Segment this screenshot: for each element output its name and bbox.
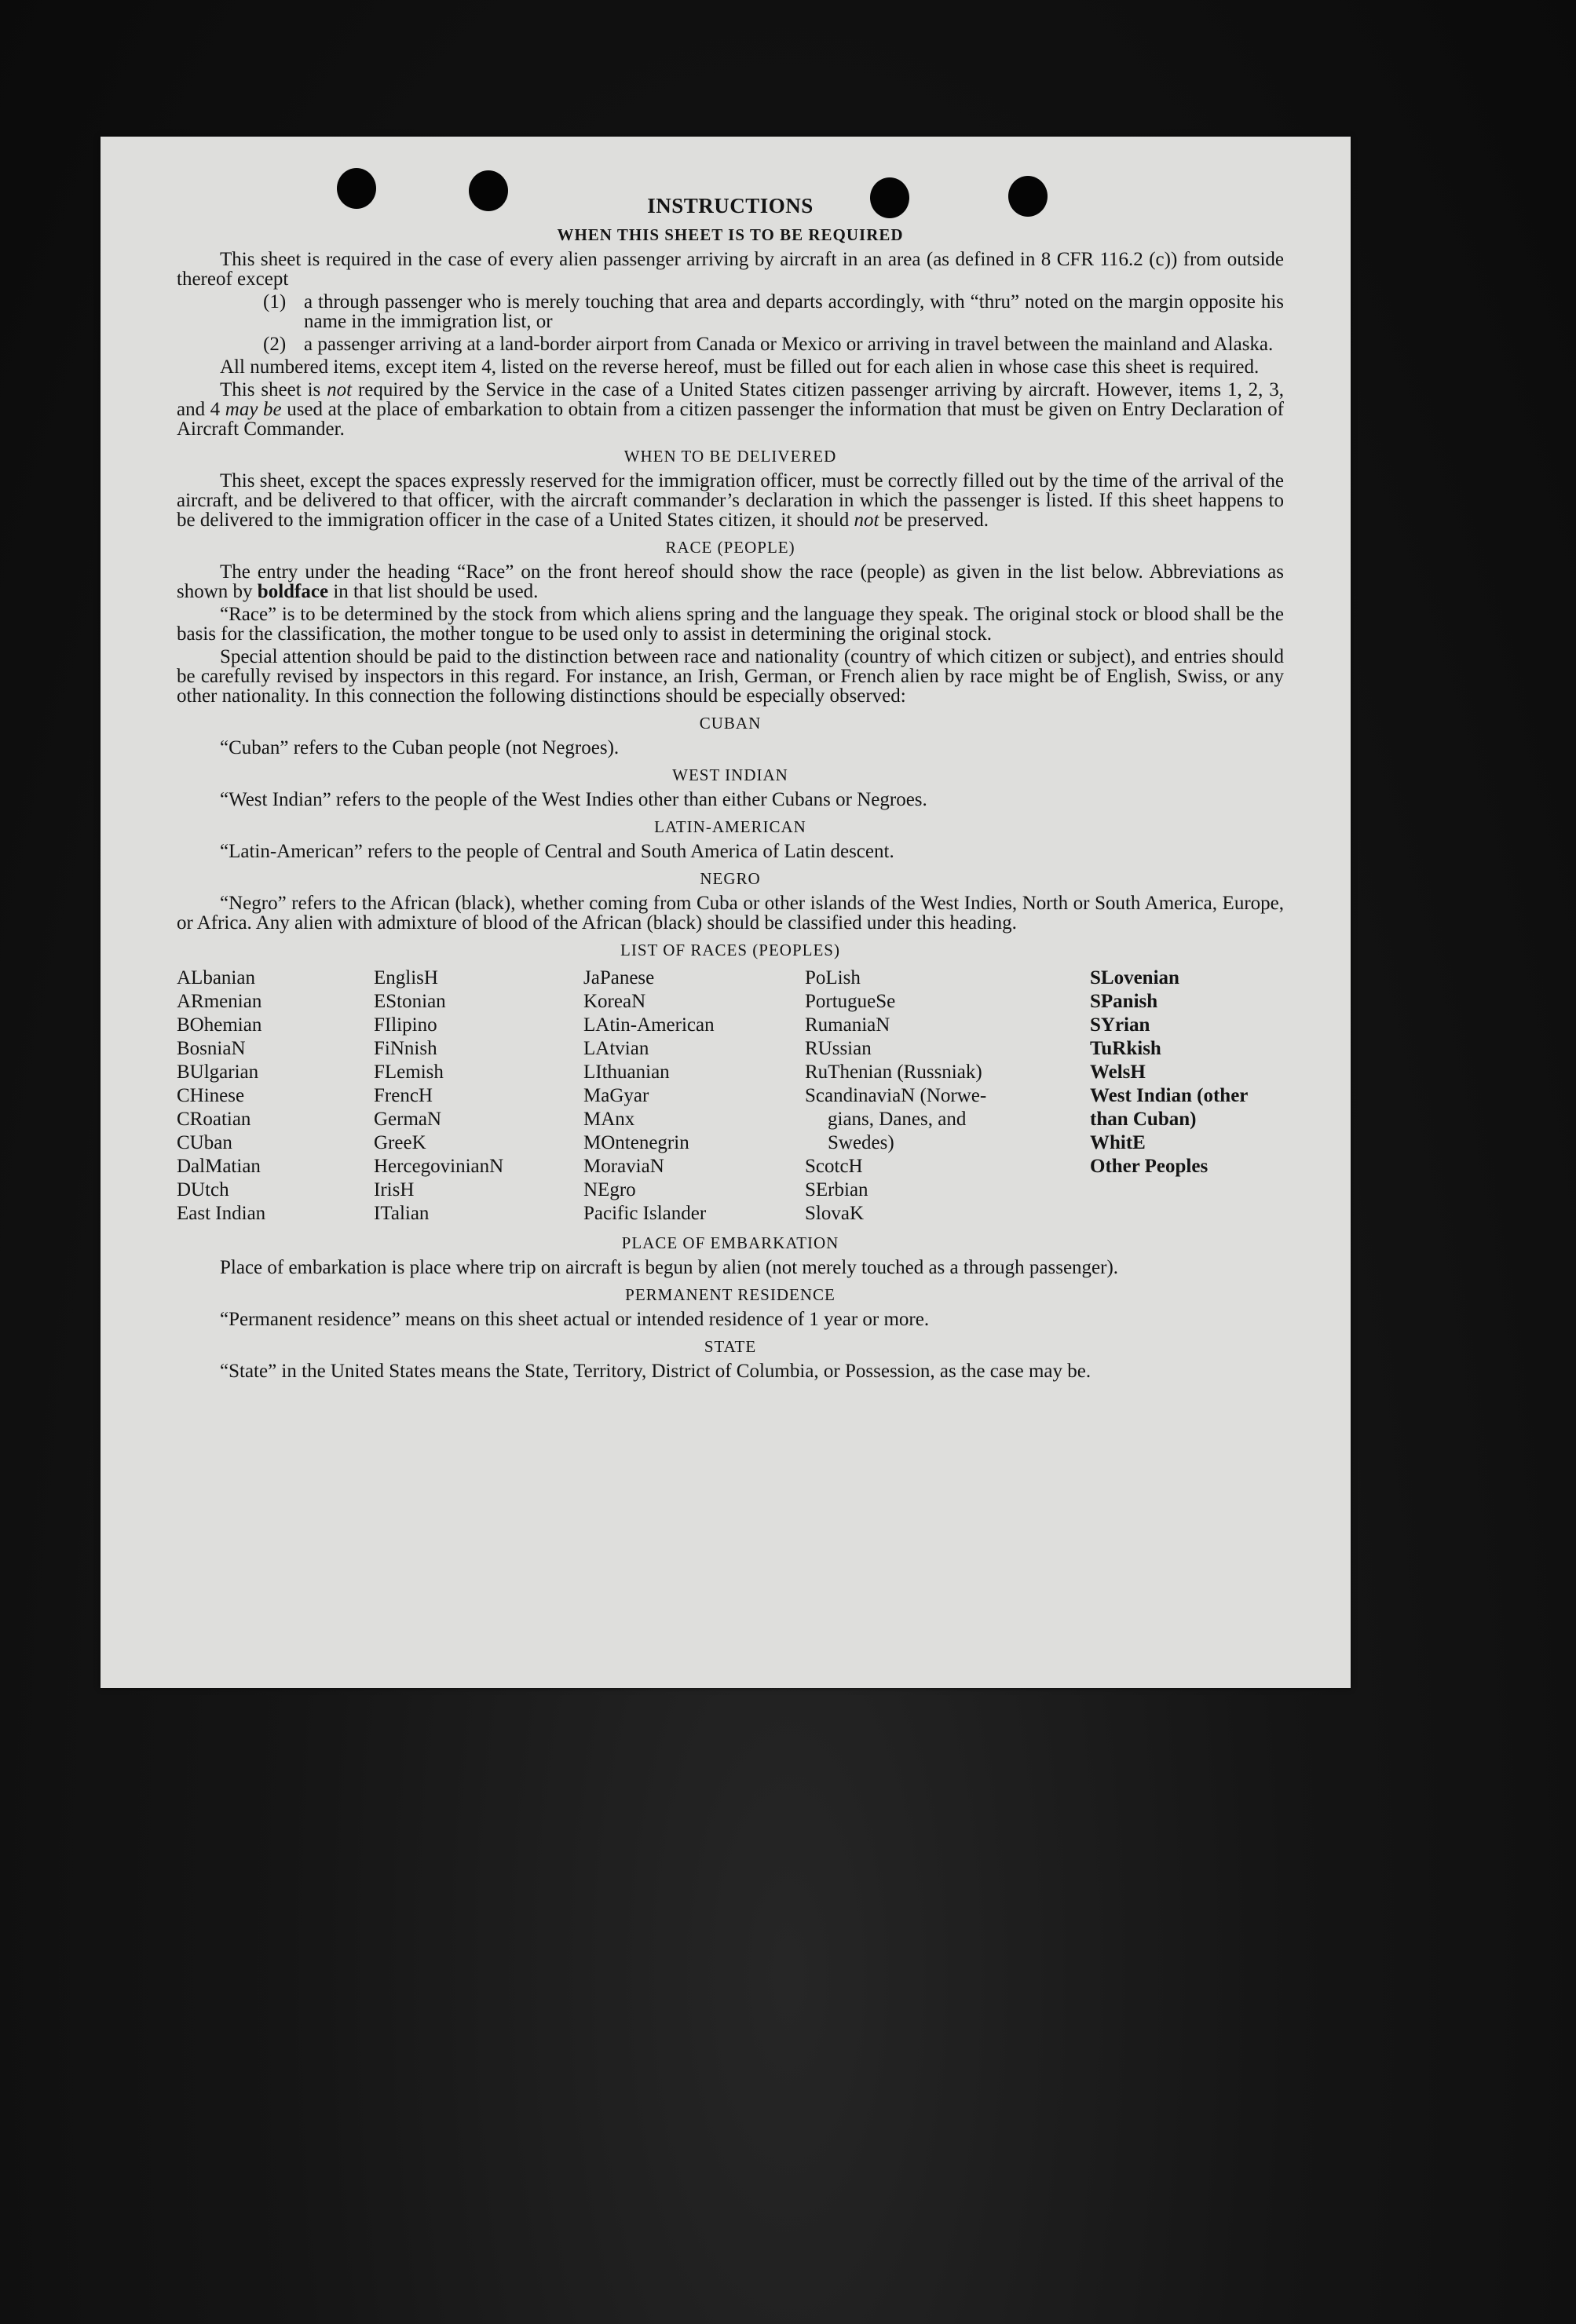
section-heading-when-required: WHEN THIS SHEET IS TO BE REQUIRED [557, 225, 904, 244]
document-body [177, 190, 1284, 1384]
race-entry: RUssian [805, 1038, 872, 1059]
list-item [177, 334, 1284, 354]
race-entry: Pacific Islander [583, 1203, 707, 1224]
paragraph: Special attention should be paid to the distinction between race and nationality (country of which citizen or subject), and entries should be carefully revised by inspectors in this regard. For instance, an Irish, German, or French alien by race might be of English, Swiss, or any other nationality. In this connection the following distinctions should be especially observed: [177, 646, 1284, 707]
paragraph: This sheet is required in the case of every alien passenger arriving by aircraft in an area (as defined in 8 CFR 116.2 (c)) from outside thereof except [177, 249, 1284, 290]
race-entry: Other Peoples [1090, 1156, 1209, 1177]
race-entry: FrencH [374, 1085, 433, 1106]
race-entry: HercegovinianN [374, 1156, 504, 1177]
race-entry: MoraviaN [583, 1156, 664, 1177]
race-entry: TuRkish [1090, 1038, 1161, 1059]
text-run: be preserved. [879, 510, 989, 531]
race-entry: RumaniaN [805, 1014, 890, 1036]
section-heading-residence: PERMANENT RESIDENCE [625, 1285, 836, 1304]
item-text: a passenger arriving at a land-border airport from Canada or Mexico or arriving in travel between the mainland and Alaska. [304, 334, 1274, 355]
item-text: a through passenger who is merely touching that area and departs accordingly, with “thru” noted on the margin opposite his name in the immigration list, or [304, 291, 1284, 332]
paragraph: “Race” is to be determined by the stock from which aliens spring and the language they speak. The original stock or blood shall be the basis for the classification, the mother tongue to be used only to assist in determining the original stock. [177, 604, 1284, 645]
races-column-3 [583, 967, 805, 1226]
list-item [177, 292, 1284, 331]
paragraph: “Latin-American” refers to the people of Central and South America of Latin descent. [220, 841, 894, 862]
race-entry: FLemish [374, 1062, 444, 1083]
paragraph: “Cuban” refers to the Cuban people (not Negroes). [220, 737, 620, 758]
race-entry: GermaN [374, 1109, 442, 1130]
section-heading-embarkation: PLACE OF EMBARKATION [621, 1233, 839, 1252]
paragraph [177, 562, 1284, 601]
race-entry: CUban [177, 1132, 232, 1153]
section-heading-cuban: CUBAN [699, 714, 762, 733]
race-entry: FIlipino [374, 1014, 437, 1036]
race-entry: RuThenian (Russniak) [805, 1062, 982, 1083]
race-entry: WhitE [1090, 1132, 1146, 1153]
paragraph: “State” in the United States means the State, Territory, District of Columbia, or Possession, as the case may be. [220, 1361, 1091, 1382]
races-column-5 [1090, 967, 1284, 1226]
race-entry: ITalian [374, 1203, 430, 1224]
item-number: (1) [263, 291, 287, 312]
text-run: required by the Service in the case of a United States citizen passenger arriving by aircraft. However, items 1, 2, 3, and 4 [177, 379, 1284, 420]
race-entry: CHinese [177, 1085, 245, 1106]
race-entry: BOhemian [177, 1014, 262, 1036]
paragraph [177, 471, 1284, 530]
paragraph: “West Indian” refers to the people of the West Indies other than either Cubans or Negroes. [220, 789, 927, 810]
race-entry: SPanish [1090, 991, 1158, 1012]
race-entry: East Indian [177, 1203, 266, 1224]
race-entry: BosniaN [177, 1038, 246, 1059]
paragraph: All numbered items, except item 4, listed on the reverse hereof, must be filled out for each alien in whose case this sheet is required. [220, 356, 1260, 378]
paragraph: “Negro” refers to the African (black), whether coming from Cuba or other islands of the West Indies, North or South America, Europe, or Africa. Any alien with admixture of blood of the African (black) should be classified under this heading. [177, 893, 1284, 934]
race-entry: Swedes) [828, 1132, 894, 1153]
section-heading-latin-american: LATIN-AMERICAN [654, 817, 806, 836]
race-entry: gians, Danes, and [828, 1109, 967, 1130]
section-heading-races-list: LIST OF RACES (PEOPLES) [620, 941, 840, 959]
races-column-1 [177, 967, 374, 1226]
race-entry: SErbian [805, 1179, 868, 1200]
races-column-2 [374, 967, 583, 1226]
instruction-sheet [101, 137, 1351, 1688]
bold-text: boldface [257, 581, 329, 602]
section-heading-when-delivered: WHEN TO BE DELIVERED [623, 447, 837, 466]
text-run: The entry under the heading “Race” on the front hereof should show the race (people) as given in the list below. Abbreviations as shown by [177, 561, 1284, 602]
race-entry: West Indian (other [1090, 1085, 1249, 1106]
italic-text: not [854, 510, 879, 531]
race-entry: PortugueSe [805, 991, 896, 1012]
race-entry: IrisH [374, 1179, 415, 1200]
race-entry: ARmenian [177, 991, 262, 1012]
race-entry: JaPanese [583, 967, 655, 988]
text-run: This sheet, except the spaces expressly reserved for the immigration officer, must be correctly filled out by the time of the arrival of the aircraft, and be delivered to that officer, with the aircraft commander’s declaration in which the passenger is listed. If this sheet happens to be delivered to the immigration officer in the case of a United States citizen, it should [177, 470, 1284, 531]
race-entry: LIthuanian [583, 1062, 670, 1083]
races-column-4 [805, 967, 1090, 1226]
race-entry: ScandinaviaN (Norwe- [805, 1085, 987, 1106]
race-entry: DalMatian [177, 1156, 261, 1177]
race-entry: than Cuban) [1090, 1109, 1197, 1130]
race-entry: CRoatian [177, 1109, 251, 1130]
text-run: used at the place of embarkation to obtain from a citizen passenger the information that must be given on Entry Declaration of Aircraft Commander. [177, 399, 1284, 440]
italic-text: not [327, 379, 353, 400]
section-heading-race: RACE (PEOPLE) [665, 538, 795, 557]
races-list [177, 967, 1284, 1226]
document-title: INSTRUCTIONS [647, 194, 814, 217]
race-entry: SlovaK [805, 1203, 864, 1224]
race-entry: KoreaN [583, 991, 646, 1012]
race-entry: ScotcH [805, 1156, 863, 1177]
race-entry: EStonian [374, 991, 446, 1012]
race-entry: LAtvian [583, 1038, 649, 1059]
race-entry: WelsH [1090, 1062, 1146, 1083]
race-entry: PoLish [805, 967, 861, 988]
paragraph: Place of embarkation is place where trip on aircraft is begun by alien (not merely touched as a through passenger). [220, 1257, 1119, 1278]
section-heading-negro: NEGRO [700, 869, 761, 888]
text-run: in that list should be used. [328, 581, 539, 602]
race-entry: LAtin-American [583, 1014, 715, 1036]
race-entry: SYrian [1090, 1014, 1150, 1036]
text-run: This sheet is [220, 379, 327, 400]
race-entry: MAnx [583, 1109, 635, 1130]
race-entry: NEgro [583, 1179, 636, 1200]
race-entry: DUtch [177, 1179, 229, 1200]
race-entry: SLovenian [1090, 967, 1179, 988]
race-entry: FiNnish [374, 1038, 437, 1059]
race-entry: GreeK [374, 1132, 426, 1153]
paragraph: “Permanent residence” means on this sheet actual or intended residence of 1 year or more. [220, 1309, 930, 1330]
race-entry: MaGyar [583, 1085, 649, 1106]
italic-text: may be [225, 399, 282, 420]
race-entry: ALbanian [177, 967, 255, 988]
item-number: (2) [263, 334, 287, 355]
paragraph [177, 380, 1284, 439]
race-entry: MOntenegrin [583, 1132, 689, 1153]
race-entry: BUlgarian [177, 1062, 259, 1083]
section-heading-state: STATE [704, 1337, 757, 1356]
section-heading-west-indian: WEST INDIAN [672, 766, 788, 784]
race-entry: EnglisH [374, 967, 438, 988]
